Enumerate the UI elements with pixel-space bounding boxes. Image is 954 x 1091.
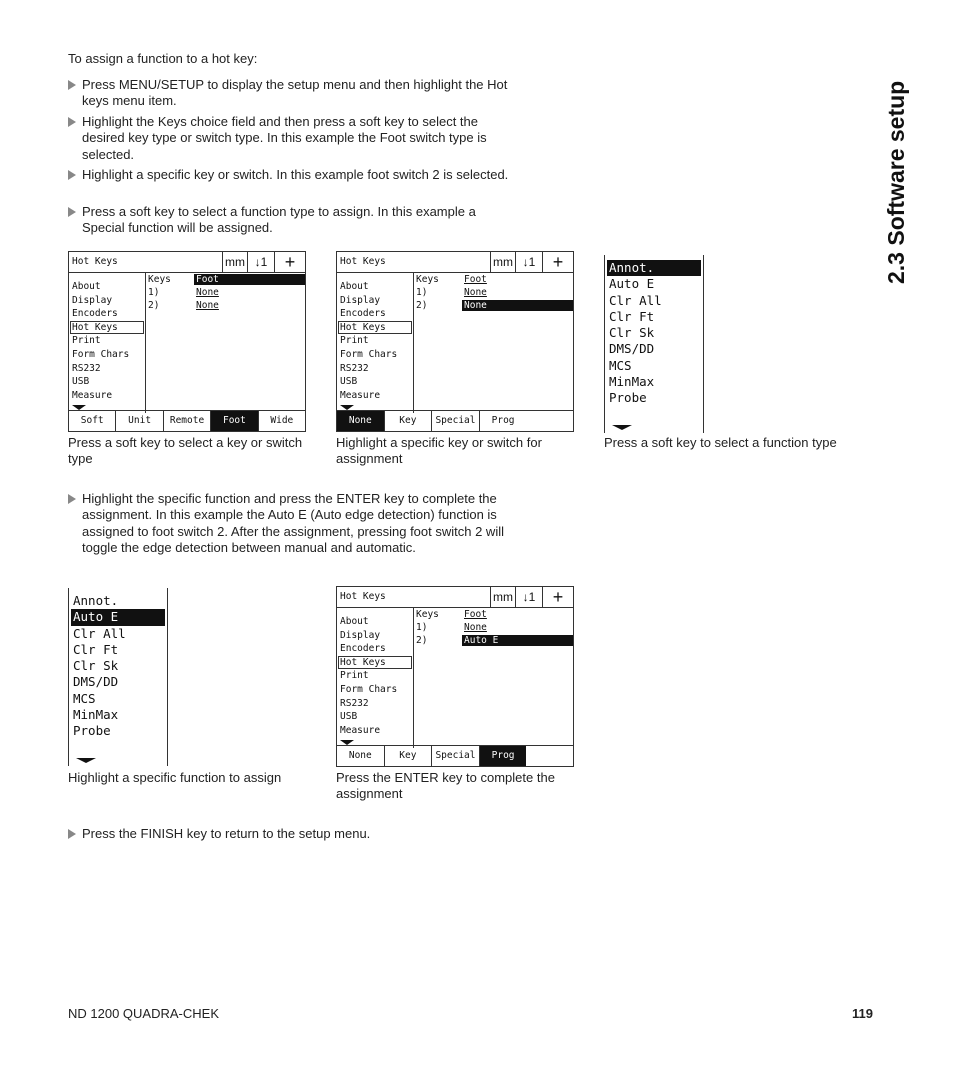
- crosshair-icon: +: [542, 252, 573, 272]
- function-probe[interactable]: Probe: [73, 723, 111, 739]
- key-row-2-value[interactable]: None: [196, 300, 219, 311]
- keys-label: Keys: [416, 609, 439, 620]
- key-row-2-label: 2): [148, 300, 160, 311]
- step-4: [68, 204, 516, 237]
- scroll-down-icon: [76, 758, 96, 763]
- keys-panel: [413, 607, 573, 748]
- step-6: [68, 826, 516, 842]
- function-dms-dd[interactable]: DMS/DD: [73, 674, 119, 690]
- softkey-empty: [526, 411, 573, 431]
- function-auto-e[interactable]: Auto E: [609, 276, 655, 292]
- bullet-triangle-icon: [68, 829, 76, 839]
- menu-item-form-chars[interactable]: Form Chars: [340, 348, 398, 360]
- axis-zero-icon: ↓1: [247, 252, 274, 272]
- caption-screen-3: Press the ENTER key to complete the assignment: [336, 770, 555, 802]
- menu-item-display[interactable]: Display: [72, 294, 113, 306]
- section-side-title: 2.3 Software setup: [883, 80, 909, 284]
- function-dms-dd[interactable]: DMS/DD: [609, 341, 655, 357]
- menu-item-form-chars[interactable]: Form Chars: [340, 683, 398, 695]
- softkey-special[interactable]: Special: [431, 411, 479, 431]
- setup-menu: [69, 272, 146, 413]
- function-auto-e[interactable]: Auto E: [71, 609, 165, 625]
- step-text: Highlight the specific function and press the ENTER key to complete the assignment. In this example the Auto E (Auto edge detection) function is assigned to foot switch 2. After the assignment, pressing foot switch 2 will toggle the edge detection between manual and automatic.: [82, 491, 504, 555]
- menu-item-rs232[interactable]: RS232: [340, 697, 369, 709]
- scroll-down-icon: [612, 425, 632, 430]
- key-row-2-label: 2): [416, 300, 428, 311]
- keys-label: Keys: [148, 274, 171, 285]
- function-clr-sk[interactable]: Clr Sk: [73, 658, 119, 674]
- menu-item-display[interactable]: Display: [340, 294, 381, 306]
- key-row-2-label: 2): [416, 635, 428, 646]
- hot-keys-screen-assigned: [336, 586, 574, 767]
- menu-item-hot-keys[interactable]: Hot Keys: [70, 321, 144, 335]
- step-5: [68, 491, 516, 556]
- keys-label: Keys: [416, 274, 439, 285]
- step-text: Press a soft key to select a function type to assign. In this example a Special function will be assigned.: [82, 204, 476, 236]
- axis-zero-icon: ↓1: [515, 587, 542, 607]
- softkey-soft[interactable]: Soft: [80, 415, 104, 426]
- hot-keys-screen-foot-type: [68, 251, 306, 432]
- step-3: [68, 167, 516, 183]
- setup-menu: [337, 272, 414, 413]
- softkey-none[interactable]: None: [348, 750, 372, 761]
- menu-item-hot-keys[interactable]: Hot Keys: [338, 321, 412, 335]
- crosshair-icon: +: [542, 587, 573, 607]
- axis-zero-icon: ↓1: [515, 252, 542, 272]
- key-row-1-label: 1): [148, 287, 160, 298]
- function-clr-ft[interactable]: Clr Ft: [609, 308, 655, 324]
- function-annot[interactable]: Annot.: [607, 260, 701, 276]
- function-clr-ft[interactable]: Clr Ft: [73, 641, 119, 657]
- mm-units-icon: mm: [490, 252, 515, 272]
- menu-item-display[interactable]: Display: [340, 629, 381, 641]
- menu-item-print[interactable]: Print: [340, 670, 369, 682]
- function-list-auto-e: [68, 588, 168, 766]
- mm-units-icon: mm: [222, 252, 247, 272]
- step-text: Highlight a specific key or switch. In this example foot switch 2 is selected.: [82, 167, 509, 182]
- softkey-foot[interactable]: Foot: [210, 411, 257, 431]
- caption-function-list-1: Press a soft key to select a function type: [604, 435, 837, 450]
- step-text: Highlight the Keys choice field and then press a soft key to select the desired key type or switch type. In this example the Foot switch type is selected.: [82, 114, 487, 162]
- function-clr-sk[interactable]: Clr Sk: [609, 325, 655, 341]
- screen-title: Hot Keys: [340, 591, 386, 602]
- footer-page-number: 119: [852, 1006, 873, 1021]
- menu-item-print[interactable]: Print: [72, 335, 101, 347]
- softkey-prog[interactable]: Prog: [479, 746, 527, 766]
- key-row-1-value[interactable]: None: [464, 622, 487, 633]
- crosshair-icon: +: [274, 252, 305, 272]
- softkey-special[interactable]: Special: [431, 746, 479, 766]
- bullet-triangle-icon: [68, 170, 76, 180]
- function-probe[interactable]: Probe: [609, 390, 647, 406]
- key-row-1-label: 1): [416, 622, 428, 633]
- step-text: Press the FINISH key to return to the setup menu.: [82, 826, 371, 841]
- menu-item-rs232[interactable]: RS232: [340, 362, 369, 374]
- function-clr-all[interactable]: Clr All: [609, 292, 662, 308]
- hot-keys-screen-switch-2: [336, 251, 574, 432]
- softkey-wide[interactable]: Wide: [258, 411, 305, 431]
- softkey-remote[interactable]: Remote: [163, 411, 210, 431]
- caption-screen-2: Highlight a specific key or switch for assignment: [336, 435, 542, 467]
- keys-type-field[interactable]: Foot: [464, 274, 487, 285]
- keys-type-field[interactable]: Foot: [464, 609, 487, 620]
- menu-item-encoders[interactable]: Encoders: [340, 643, 386, 655]
- soft-key-bar: [69, 410, 305, 431]
- step-2: [68, 114, 516, 163]
- function-minmax[interactable]: MinMax: [609, 374, 655, 390]
- menu-item-about[interactable]: About: [72, 281, 101, 292]
- caption-function-list-2: Highlight a specific function to assign: [68, 770, 282, 785]
- menu-item-form-chars[interactable]: Form Chars: [72, 348, 130, 360]
- menu-item-measure[interactable]: Measure: [340, 389, 381, 401]
- keys-type-field[interactable]: Foot: [194, 274, 306, 285]
- screen-title: Hot Keys: [340, 256, 386, 267]
- function-mcs[interactable]: MCS: [609, 357, 632, 373]
- menu-item-hot-keys[interactable]: Hot Keys: [338, 656, 412, 670]
- step-1: [68, 77, 516, 110]
- menu-item-measure[interactable]: Measure: [72, 389, 113, 401]
- step-text: Press MENU/SETUP to display the setup menu and then highlight the Hot keys menu item.: [82, 77, 508, 109]
- mm-units-icon: mm: [490, 587, 515, 607]
- key-row-1-label: 1): [416, 287, 428, 298]
- softkey-none[interactable]: None: [337, 411, 384, 431]
- bullet-triangle-icon: [68, 494, 76, 504]
- function-minmax[interactable]: MinMax: [73, 707, 119, 723]
- menu-item-about[interactable]: About: [340, 616, 369, 627]
- screen-header: [337, 587, 573, 608]
- function-mcs[interactable]: MCS: [73, 690, 96, 706]
- key-row-2-value[interactable]: Auto E: [462, 635, 574, 646]
- soft-key-bar: [337, 410, 573, 431]
- caption-screen-1: Press a soft key to select a key or switch type: [68, 435, 303, 467]
- key-row-1-value[interactable]: None: [464, 287, 487, 298]
- function-annot[interactable]: Annot.: [73, 593, 119, 608]
- footer-document-name: ND 1200 QUADRA-CHEK: [68, 1006, 219, 1021]
- screen-title: Hot Keys: [72, 256, 118, 267]
- softkey-prog[interactable]: Prog: [479, 411, 527, 431]
- softkey-key[interactable]: Key: [384, 746, 432, 766]
- menu-item-encoders[interactable]: Encoders: [72, 308, 118, 320]
- setup-menu: [337, 607, 414, 748]
- menu-item-print[interactable]: Print: [340, 335, 369, 347]
- softkey-empty: [526, 746, 573, 766]
- bullet-triangle-icon: [68, 80, 76, 90]
- softkey-unit[interactable]: Unit: [115, 411, 162, 431]
- menu-item-rs232[interactable]: RS232: [72, 362, 101, 374]
- screen-header: [69, 252, 305, 273]
- menu-item-measure[interactable]: Measure: [340, 724, 381, 736]
- key-row-1-value[interactable]: None: [196, 287, 219, 298]
- menu-item-encoders[interactable]: Encoders: [340, 308, 386, 320]
- softkey-key[interactable]: Key: [384, 411, 432, 431]
- menu-item-usb[interactable]: USB: [72, 376, 90, 388]
- bullet-triangle-icon: [68, 117, 76, 127]
- bullet-triangle-icon: [68, 207, 76, 217]
- function-clr-all[interactable]: Clr All: [73, 625, 126, 641]
- key-row-2-value[interactable]: None: [462, 300, 574, 311]
- intro-text: To assign a function to a hot key:: [68, 51, 258, 66]
- keys-panel: [145, 272, 305, 413]
- soft-key-bar: [337, 745, 573, 766]
- function-list-annot: [604, 255, 704, 433]
- menu-item-usb[interactable]: USB: [340, 376, 358, 388]
- keys-panel: [413, 272, 573, 413]
- menu-item-about[interactable]: About: [340, 281, 369, 292]
- screen-header: [337, 252, 573, 273]
- menu-item-usb[interactable]: USB: [340, 711, 358, 723]
